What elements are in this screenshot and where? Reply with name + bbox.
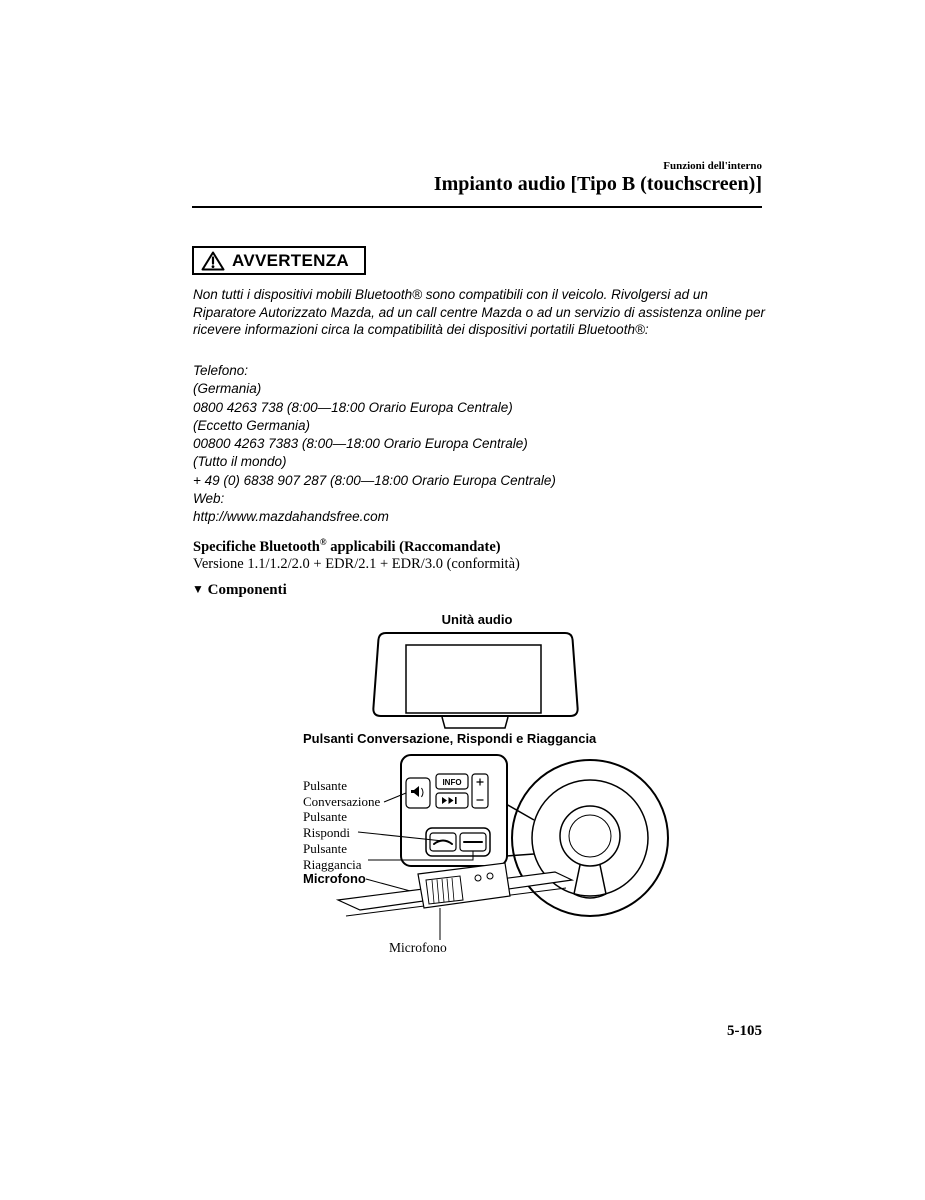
warning-triangle-icon: [201, 250, 225, 272]
callout-talk-label: [303, 778, 380, 809]
callout-microphone-label: Microfono: [303, 871, 366, 886]
audio-unit-screen: [406, 645, 541, 713]
callout-line: Riaggancia: [303, 856, 362, 872]
page-title: Impianto audio [Tipo B (touchscreen)]: [433, 173, 762, 195]
contact-line contact-url: http://www.mazdahandsfree.com: [193, 509, 389, 525]
specs-heading-text: Specifiche Bluetooth: [193, 538, 320, 555]
audio-unit-label: Unità audio: [441, 612, 513, 627]
header-section-label: Funzioni dell'interno: [663, 160, 762, 172]
microphone-grille: [426, 876, 463, 904]
audio-unit-base: [442, 717, 508, 728]
steering-buttons-caption: Pulsanti Conversazione, Rispondi e Riaggancia: [303, 731, 597, 746]
answer-button: [430, 833, 456, 851]
components-heading-text: Componenti: [207, 582, 287, 598]
specs-version-line: Versione 1.1/1.2/2.0 + EDR/2.1 + EDR/3.0 (conformità): [193, 556, 520, 572]
contact-line: (Eccetto Germania): [193, 417, 311, 433]
microphone-leader-line: [366, 879, 414, 892]
contact-line: Telefono:: [193, 363, 249, 378]
console-detail-dot: [475, 875, 481, 881]
registered-mark: ®: [319, 537, 327, 547]
callout-line: Pulsante: [303, 809, 348, 824]
page-number: 5-105: [727, 1023, 762, 1039]
contact-line: (Tutto il mondo): [193, 454, 287, 470]
contact-line: Web:: [193, 491, 225, 507]
warning-body-text: Non tutti i dispositivi mobili Bluetooth® sono compatibili con il veicolo. Rivolgersi ad un Riparatore Autorizzato Mazda, ad un call centre Mazda o ad un servizio di assistenza online per ricevere informazioni circa la compatibilità dei dispositivi portatili Bluetooth®:: [193, 287, 766, 338]
callout-line: Rispondi: [303, 824, 350, 840]
callout-answer-label: [303, 809, 350, 840]
components-heading: [192, 582, 287, 599]
wheel-hub-center: [569, 815, 611, 857]
contact-line: (Germania): [193, 381, 262, 397]
warning-label: AVVERTENZA: [232, 250, 349, 270]
audio-unit-figure: [368, 630, 582, 737]
info-button-label: INFO: [442, 778, 462, 787]
callout-hangup-label: [303, 841, 361, 872]
microphone-figure-label: Microfono: [389, 940, 447, 955]
contact-block: [193, 362, 773, 527]
callout-line: Conversazione: [303, 793, 381, 809]
callout-line: Pulsante: [303, 778, 348, 793]
contact-line: 00800 4263 7383 (8:00—18:00 Orario Europa Centrale): [193, 436, 528, 452]
specs-heading: [193, 537, 501, 556]
seek-button-bar-icon: [455, 797, 457, 804]
console-detail-dot: [487, 873, 493, 879]
contact-line: 0800 4263 738 (8:00—18:00 Orario Europa Centrale): [193, 399, 513, 415]
title-rule: [192, 206, 762, 208]
callout-line: Pulsante: [303, 841, 348, 856]
warning-box: [192, 246, 366, 275]
specs-heading-text: applicabili (Raccomandate): [326, 538, 501, 555]
contact-line: + 49 (0) 6838 907 287 (8:00—18:00 Orario Europa Centrale): [193, 472, 556, 488]
section-triangle-icon: ▼: [192, 582, 204, 596]
